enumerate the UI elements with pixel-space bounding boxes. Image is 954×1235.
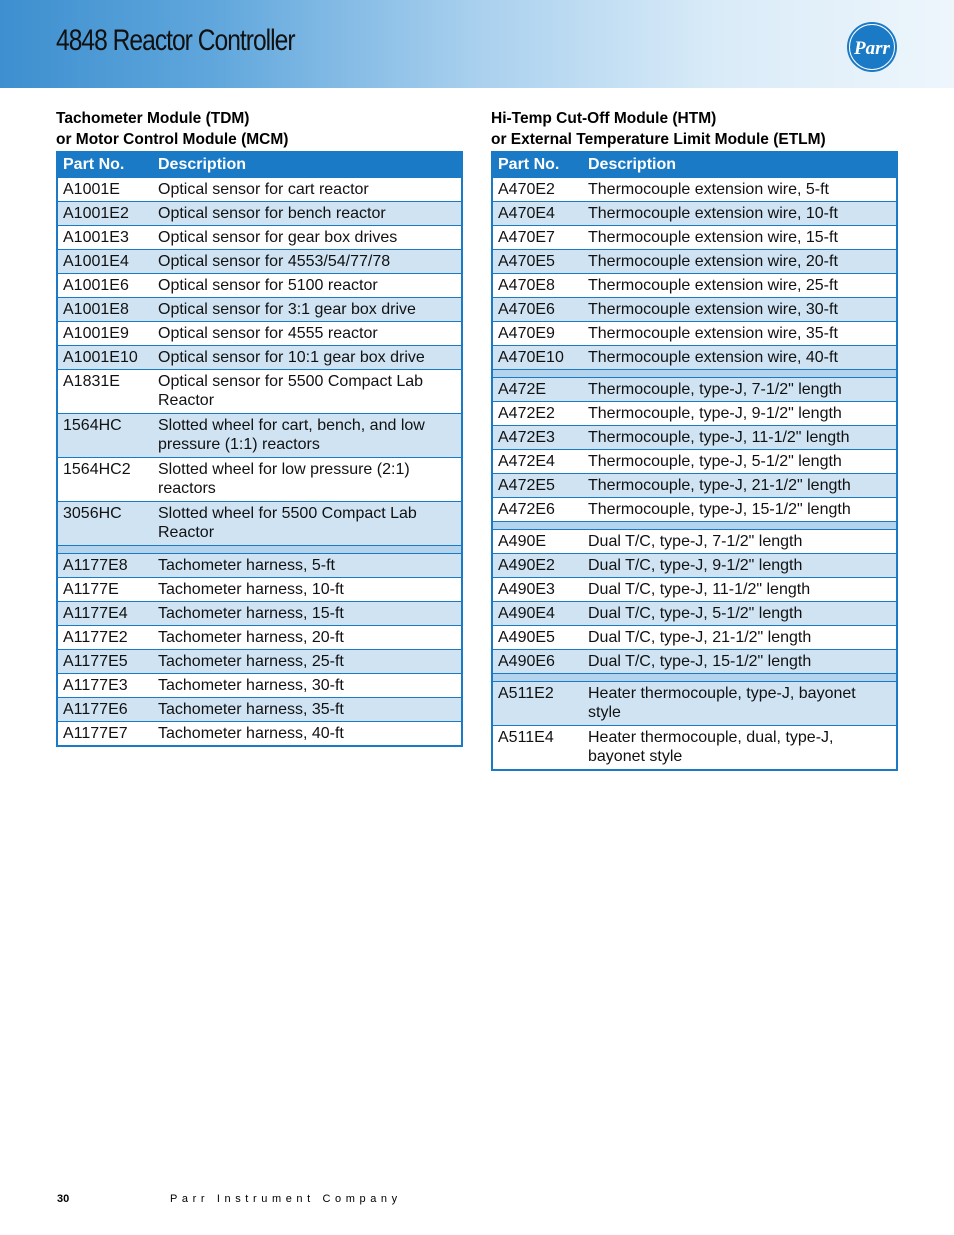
table-row: [493, 425, 896, 449]
table-row: [493, 297, 896, 321]
tachometer-parts-table: [56, 151, 463, 747]
part-number: A1001E2: [63, 205, 129, 222]
part-number: A1177E6: [63, 701, 128, 718]
table-row: [493, 249, 896, 273]
table-row: [493, 449, 896, 473]
part-description: Thermocouple, type-J, 15-1/2" length: [588, 501, 851, 518]
part-description: Tachometer harness, 20-ft: [158, 629, 344, 646]
table-row: [493, 649, 896, 673]
part-number: A472E4: [498, 453, 555, 470]
group-divider: [493, 673, 896, 681]
part-description: Dual T/C, type-J, 15-1/2" length: [588, 653, 812, 670]
table-row: [493, 345, 896, 369]
part-description: Tachometer harness, 25-ft: [158, 653, 344, 670]
heading-line-2: or Motor Control Module (MCM): [56, 131, 289, 148]
parr-logo: [846, 21, 898, 73]
part-number: A470E8: [498, 277, 555, 294]
part-number: A470E10: [498, 349, 564, 366]
part-description: Thermocouple extension wire, 40-ft: [588, 349, 838, 366]
column-header-description: Description: [588, 156, 677, 173]
table-row: [58, 673, 461, 697]
part-description: Dual T/C, type-J, 5-1/2" length: [588, 605, 803, 622]
table-row: [493, 273, 896, 297]
part-description: Optical sensor for bench reactor: [158, 205, 386, 222]
left-section-heading: [56, 108, 288, 150]
part-number: A490E2: [498, 557, 555, 574]
table-row: [493, 529, 896, 553]
part-number: A1177E7: [63, 725, 128, 742]
table-row: [493, 473, 896, 497]
thermocouple-parts-table: [491, 151, 898, 771]
part-description: Thermocouple, type-J, 11-1/2" length: [588, 429, 850, 446]
table-row: [493, 497, 896, 521]
part-description: Thermocouple extension wire, 15-ft: [588, 229, 838, 246]
part-number: A472E3: [498, 429, 555, 446]
table-row: [493, 177, 896, 201]
part-description: Tachometer harness, 10-ft: [158, 581, 344, 598]
part-number: A511E2: [498, 685, 554, 702]
table-row: [58, 553, 461, 577]
part-description: Tachometer harness, 35-ft: [158, 701, 344, 718]
part-description: Thermocouple, type-J, 5-1/2" length: [588, 453, 842, 470]
part-description: Thermocouple extension wire, 25-ft: [588, 277, 838, 294]
part-number: A1831E: [63, 373, 120, 390]
part-description: Optical sensor for 5100 reactor: [158, 277, 378, 294]
part-number: A470E9: [498, 325, 555, 342]
part-number: A1001E6: [63, 277, 129, 294]
part-number: A490E3: [498, 581, 555, 598]
table-row: [493, 377, 896, 401]
column-header-part-no: Part No.: [63, 156, 125, 173]
table-row: [58, 345, 461, 369]
table-row: [493, 321, 896, 345]
table-row: [58, 457, 461, 501]
part-number: A490E5: [498, 629, 555, 646]
part-description: Thermocouple extension wire, 5-ft: [588, 181, 829, 198]
part-number: A490E: [498, 533, 547, 550]
part-number: A1001E8: [63, 301, 129, 318]
part-number: A470E5: [498, 253, 555, 270]
heading-line-2: or External Temperature Limit Module (ETLM): [491, 131, 826, 148]
part-description: Dual T/C, type-J, 11-1/2" length: [588, 581, 811, 598]
part-description: Dual T/C, type-J, 7-1/2" length: [588, 533, 803, 550]
part-description: Tachometer harness, 5-ft: [158, 557, 335, 574]
part-description: Slotted wheel for low pressure (2:1) reactors: [158, 461, 410, 497]
part-number: 1564HC: [63, 417, 122, 434]
part-description: Optical sensor for gear box drives: [158, 229, 398, 246]
part-description: Optical sensor for 10:1 gear box drive: [158, 349, 425, 366]
part-number: A490E6: [498, 653, 555, 670]
table-row: [493, 725, 896, 769]
part-number: A470E6: [498, 301, 555, 318]
page-title: 4848 Reactor Controller: [56, 24, 295, 57]
table-row: [493, 577, 896, 601]
group-divider: [493, 521, 896, 529]
table-row: [58, 177, 461, 201]
table-row: [58, 501, 461, 545]
table-row: [493, 201, 896, 225]
part-number: A1177E5: [63, 653, 128, 670]
part-number: A1177E2: [63, 629, 128, 646]
part-description: Thermocouple extension wire, 30-ft: [588, 301, 838, 318]
part-number: 1564HC2: [63, 461, 131, 478]
part-number: A1177E3: [63, 677, 128, 694]
table-row: [493, 681, 896, 725]
group-divider: [493, 369, 896, 377]
part-number: A1177E4: [63, 605, 128, 622]
column-header-part-no: Part No.: [498, 156, 560, 173]
part-description: Thermocouple, type-J, 9-1/2" length: [588, 405, 842, 422]
part-number: A1177E: [63, 581, 119, 598]
part-number: A470E7: [498, 229, 555, 246]
table-row: [58, 413, 461, 457]
part-description: Heater thermocouple, dual, type-J, bayonet style: [588, 729, 834, 765]
group-divider: [58, 545, 461, 553]
part-description: Optical sensor for cart reactor: [158, 181, 369, 198]
part-description: Thermocouple extension wire, 20-ft: [588, 253, 838, 270]
table-header: [493, 153, 896, 177]
table-header: [58, 153, 461, 177]
table-row: [58, 249, 461, 273]
table-row: [58, 649, 461, 673]
part-description: Dual T/C, type-J, 21-1/2" length: [588, 629, 812, 646]
part-description: Slotted wheel for 5500 Compact Lab Reactor: [158, 505, 417, 541]
table-row: [493, 601, 896, 625]
part-number: A470E4: [498, 205, 555, 222]
table-row: [58, 697, 461, 721]
part-description: Thermocouple extension wire, 10-ft: [588, 205, 838, 222]
part-number: A1001E10: [63, 349, 138, 366]
table-row: [493, 225, 896, 249]
right-section-heading: [491, 108, 826, 150]
part-number: A1001E: [63, 181, 120, 198]
column-header-description: Description: [158, 156, 247, 173]
part-description: Optical sensor for 4553/54/77/78: [158, 253, 391, 270]
table-row: [58, 369, 461, 413]
table-row: [493, 553, 896, 577]
table-row: [493, 401, 896, 425]
table-row: [58, 321, 461, 345]
part-description: Slotted wheel for cart, bench, and low pressure (1:1) reactors: [158, 417, 425, 453]
part-number: 3056HC: [63, 505, 122, 522]
part-description: Thermocouple, type-J, 21-1/2" length: [588, 477, 851, 494]
part-description: Optical sensor for 4555 reactor: [158, 325, 378, 342]
part-description: Thermocouple extension wire, 35-ft: [588, 325, 838, 342]
part-number: A1001E3: [63, 229, 129, 246]
table-row: [58, 225, 461, 249]
part-description: Heater thermocouple, type-J, bayonet style: [588, 685, 856, 721]
part-number: A472E6: [498, 501, 555, 518]
company-name: Parr Instrument Company: [170, 1193, 402, 1205]
heading-line-1: Hi-Temp Cut-Off Module (HTM): [491, 110, 717, 127]
part-description: Dual T/C, type-J, 9-1/2" length: [588, 557, 803, 574]
part-description: Tachometer harness, 40-ft: [158, 725, 344, 742]
logo-text: Parr: [854, 38, 890, 59]
table-row: [493, 625, 896, 649]
table-row: [58, 721, 461, 745]
table-row: [58, 201, 461, 225]
part-number: A1177E8: [63, 557, 128, 574]
part-description: Optical sensor for 5500 Compact Lab Reactor: [158, 373, 424, 409]
part-number: A1001E9: [63, 325, 129, 342]
part-description: Optical sensor for 3:1 gear box drive: [158, 301, 416, 318]
part-description: Tachometer harness, 30-ft: [158, 677, 344, 694]
table-row: [58, 601, 461, 625]
part-description: Tachometer harness, 15-ft: [158, 605, 344, 622]
part-number: A472E: [498, 381, 547, 398]
part-number: A490E4: [498, 605, 555, 622]
part-number: A1001E4: [63, 253, 129, 270]
table-row: [58, 273, 461, 297]
part-number: A470E2: [498, 181, 555, 198]
part-description: Thermocouple, type-J, 7-1/2" length: [588, 381, 842, 398]
table-row: [58, 577, 461, 601]
heading-line-1: Tachometer Module (TDM): [56, 110, 250, 127]
table-row: [58, 297, 461, 321]
page-number: 30: [57, 1193, 70, 1205]
part-number: A472E5: [498, 477, 555, 494]
part-number: A472E2: [498, 405, 555, 422]
part-number: A511E4: [498, 729, 554, 746]
table-row: [58, 625, 461, 649]
